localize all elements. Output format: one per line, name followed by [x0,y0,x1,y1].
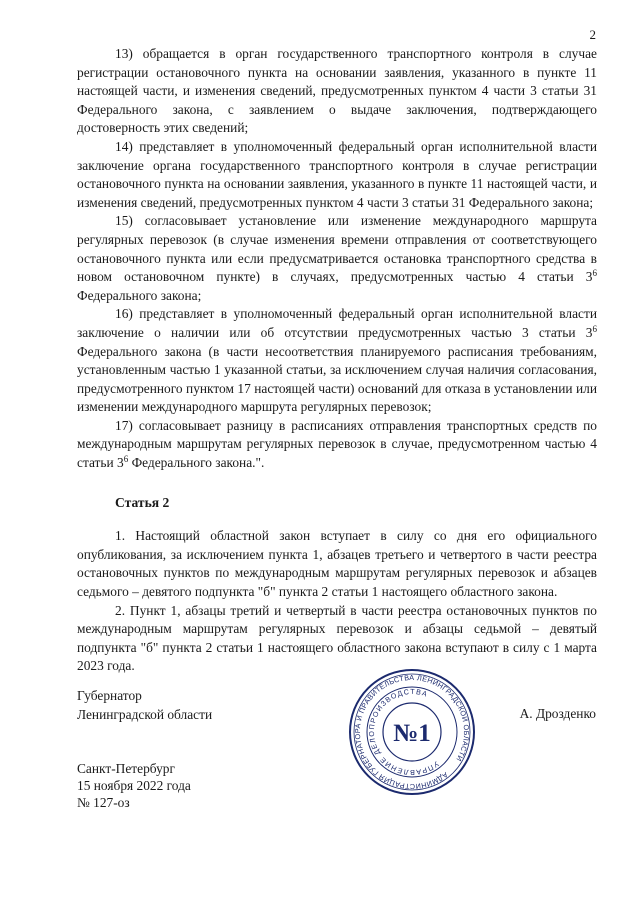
list-item-17: 17) согласовывает разницу в расписаниях отправления транспортных средств по международным маршрутам регулярных перевозок в случае, предусмотренном частью 4 статьи $3^6$ Федерального закона.". [77,417,597,471]
list-item-15: 15) согласовывает установление или изменение международного маршрута регулярных перевозок (в случае изменения времени отправления от соответствующего остановочного пункта или если предусматривается остановка транспортного средства в новом остановочном пункте) в случаях, предусмотренных частью 4 статьи $3^6$ Федерального закона; [77,213,597,303]
law-number: № 127-оз [77,795,130,810]
svg-text:№1: №1 [393,720,431,747]
date: 15 ноября 2022 года [77,778,191,793]
list-item-16: 16) представляет в уполномоченный федеральный орган исполнительной власти заключение о наличии или об отсутствии предусмотренных частью 3 статьи $3^6$ Федерального закона (в части несоответствия планируемого расписания требованиям, установленным частью 1 указанной статьи, за исключением случая наличия согласования, предусмотренного пунктом 17 настоящей части) оснований для отказа в установлении или изменении международного маршрута регулярных перевозок; [77,306,597,415]
signatory-name: А. Дрозденко [519,706,596,721]
article-heading: Статья 2 [115,494,170,510]
list-item-13: 13) обращается в орган государственного транспортного контроля в случае регистрации остановочного пункта на основании заявления, указанного в пункте 11 настоящей части, и изменения сведений, предусмотренных пунктом 4 части 3 статьи 31 Федерального закона, с заявлением о выдаче заключения, подтверждающего достоверность этих сведений; [77,46,597,136]
document-body [77,45,597,676]
list-item-14: 14) представляет в уполномоченный федеральный орган исполнительной власти заключение органа государственного транспортного контроля в случае регистрации остановочного пункта на основании заявления, указанного в пункте 11 настоящей части, и изменения сведений, предусмотренных пунктом 4 части 3 статьи 31 Федерального закона; [77,138,597,210]
official-seal [347,667,477,797]
page-number: 2 [589,27,596,42]
signatory-title-line-1: Губернатор [77,688,142,703]
signatory-title-line-2: Ленинградской области [77,706,213,722]
place-and-date [77,760,191,811]
article-paragraph-1: 1. Настоящий областной закон вступает в силу со дня его официального опубликования, за исключением пункта 1, абзацев третьего и четвертого в части реестра остановочных пунктов по международным маршрутам регулярных перевозок и абзацев седьмого – девятого подпункта "б" пункта 2 статьи 1 настоящего областного закона. [77,528,597,600]
svg-text:УПРАВЛЕНИЕ ДЕЛОПРОИЗВОДСТВА: УПРАВЛЕНИЕ ДЕЛОПРОИЗВОДСТВА [366,686,441,778]
city: Санкт-Петербург [77,761,175,776]
signatory-title [77,687,212,724]
article-paragraph-2: 2. Пункт 1, абзацы третий и четвертый в части реестра остановочных пунктов по международным маршрутам регулярных перевозок и абзацы седьмой – девятый подпункта "б" пункта 2 статьи 1 настоящего областного закона вступают в силу с 1 марта 2023 года. [77,602,597,674]
svg-text:АДМИНИСТРАЦИЯ ГУБЕРНАТОРА И ПР: АДМИНИСТРАЦИЯ ГУБЕРНАТОРА И ПРАВИТЕЛЬСТВА ЛЕНИНГРАДСКОЙ ОБЛАСТИ [352,672,472,792]
